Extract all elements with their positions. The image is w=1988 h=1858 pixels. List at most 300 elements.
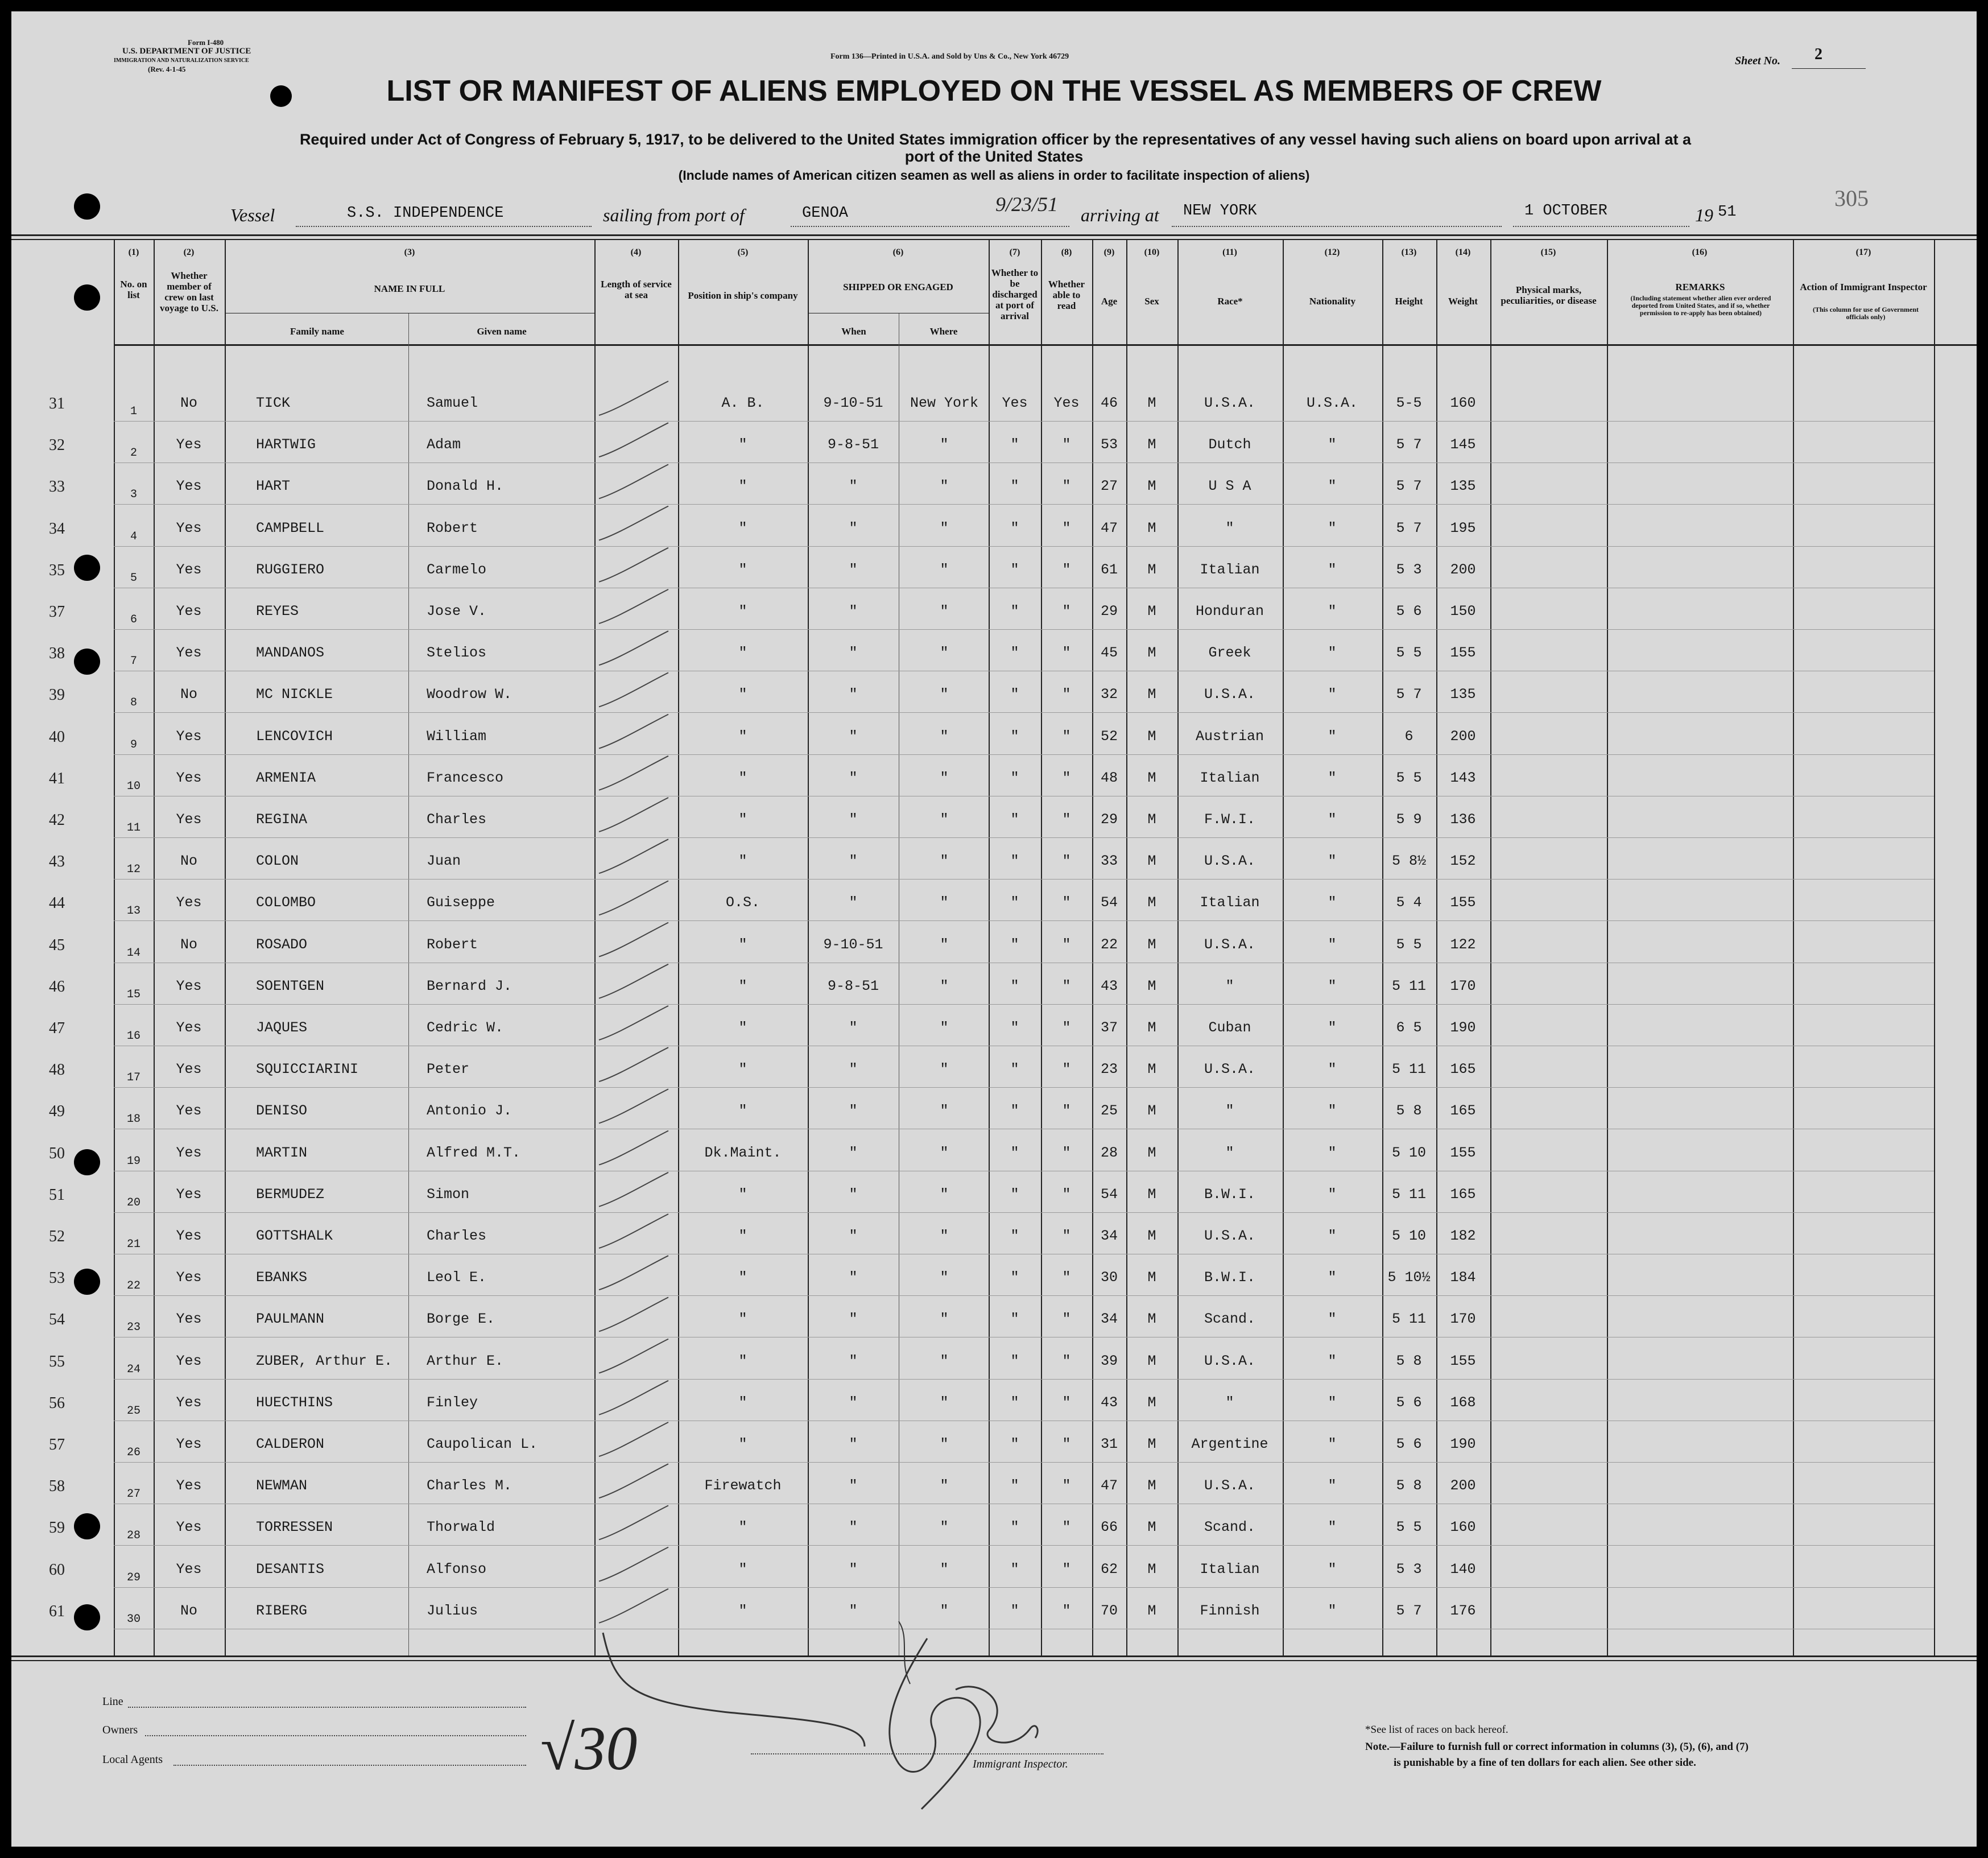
cell-family: SQUICCIARINI	[256, 1061, 359, 1078]
inspector-signature	[580, 1616, 1081, 1820]
cell-race: "	[1225, 1103, 1234, 1120]
cell-disch: "	[1010, 645, 1019, 662]
cell-sex: M	[1147, 603, 1156, 620]
cell-race: U.S.A.	[1204, 936, 1255, 953]
manifest-sheet	[11, 11, 1977, 1847]
cell-race: U.S.A.	[1204, 1477, 1255, 1494]
cell-w: 184	[1450, 1269, 1476, 1286]
row-rule	[114, 1379, 1934, 1380]
cell-no: 1	[130, 405, 137, 418]
cell-pos: "	[738, 436, 747, 453]
col-note-remarks: (Including statement whether alien ever ordered deported from United States, and if so, whether permission to re-apply has been obtained)	[1630, 294, 1771, 317]
vessel-name: S.S. INDEPENDENCE	[347, 205, 504, 222]
cell-where: "	[940, 1019, 949, 1036]
sheet-number: 2	[1815, 46, 1822, 63]
cell-read: "	[1062, 811, 1071, 828]
cell-h: 5 11	[1391, 977, 1426, 994]
check-mark	[599, 1381, 668, 1415]
cell-margin: 42	[49, 811, 65, 829]
cell-pos: "	[738, 1560, 747, 1578]
check-mark	[599, 881, 668, 915]
cell-race: Italian	[1200, 894, 1260, 911]
cell-w: 176	[1450, 1602, 1476, 1619]
cell-w: 155	[1450, 645, 1476, 662]
sheet-label: Sheet No.	[1735, 55, 1780, 67]
cell-no: 26	[126, 1446, 140, 1459]
cell-nat: "	[1328, 1186, 1337, 1203]
cell-h: 5 10	[1391, 1228, 1426, 1244]
cell-disch: "	[1010, 1103, 1019, 1120]
cell-margin: 55	[49, 1352, 65, 1370]
cell-sex: M	[1147, 1061, 1156, 1078]
col-num-15: (15)	[1540, 247, 1556, 257]
cell-sex: M	[1147, 395, 1156, 411]
cell-margin: 45	[49, 936, 65, 954]
cell-given: Samuel	[427, 395, 478, 411]
cell-h: 5 7	[1396, 1602, 1422, 1619]
cell-race: Cuban	[1208, 1019, 1251, 1036]
cell-h: 5 6	[1396, 603, 1422, 620]
cell-where: "	[940, 1519, 949, 1536]
cell-given: Charles	[427, 1228, 487, 1244]
cell-race: U.S.A.	[1204, 1061, 1255, 1078]
page-title: LIST OR MANIFEST OF ALIENS EMPLOYED ON THE VESSEL AS MEMBERS OF CREW	[386, 75, 1602, 108]
cell-read: Yes	[1053, 395, 1080, 411]
cell-nat: U.S.A.	[1306, 395, 1358, 411]
cell-w: 200	[1450, 728, 1476, 745]
cell-disch: "	[1010, 603, 1019, 620]
cell-age: 61	[1100, 561, 1118, 578]
races-note: *See list of races on back hereof.	[1365, 1724, 1508, 1736]
cell-margin: 39	[49, 686, 65, 704]
cell-pos: "	[738, 686, 747, 703]
check-mark	[599, 589, 668, 624]
cell-last: Yes	[176, 603, 202, 620]
cell-read: "	[1062, 1311, 1071, 1328]
check-mark	[599, 1464, 668, 1498]
cell-w: 135	[1450, 686, 1476, 703]
cell-pos: "	[738, 1352, 747, 1369]
cell-margin: 53	[49, 1269, 65, 1287]
cell-pos: O.S.	[725, 894, 760, 911]
cell-w: 170	[1450, 977, 1476, 994]
cell-when: "	[849, 1394, 858, 1411]
cell-last: Yes	[176, 1519, 202, 1536]
cell-family: CALDERON	[256, 1436, 325, 1452]
cell-last: Yes	[176, 728, 202, 745]
cell-given: Jose V.	[427, 603, 487, 620]
cell-where: "	[940, 436, 949, 453]
cell-when: "	[849, 728, 858, 745]
cell-w: 195	[1450, 519, 1476, 536]
cell-nat: "	[1328, 561, 1337, 578]
cell-no: 15	[126, 988, 140, 1001]
cell-margin: 50	[49, 1144, 65, 1162]
check-mark	[599, 548, 668, 582]
cell-when: "	[849, 1560, 858, 1578]
cell-read: "	[1062, 686, 1071, 703]
cell-w: 182	[1450, 1228, 1476, 1244]
cell-family: DENISO	[256, 1103, 308, 1120]
cell-when: "	[849, 1269, 858, 1286]
cell-last: Yes	[176, 1144, 202, 1161]
arriving-label: arriving at	[1081, 205, 1159, 225]
cell-nat: "	[1328, 728, 1337, 745]
cell-family: PAULMANN	[256, 1311, 325, 1328]
cell-family: ROSADO	[256, 936, 308, 953]
check-mark	[599, 1505, 668, 1539]
cell-where: "	[940, 853, 949, 870]
cell-no: 17	[126, 1071, 140, 1085]
cell-read: "	[1062, 561, 1071, 578]
cell-pos: "	[738, 1394, 747, 1411]
cell-w: 200	[1450, 561, 1476, 578]
cell-h: 5 6	[1396, 1394, 1422, 1411]
cell-disch: "	[1010, 1436, 1019, 1452]
cell-disch: "	[1010, 1352, 1019, 1369]
subhead-when: When	[841, 326, 866, 337]
col-num-6: (6)	[892, 247, 904, 257]
cell-where: "	[940, 936, 949, 953]
cell-sex: M	[1147, 1186, 1156, 1203]
cell-no: 29	[126, 1571, 140, 1584]
row-rule	[114, 504, 1934, 505]
cell-where: "	[940, 1394, 949, 1411]
arrival-port: NEW YORK	[1183, 203, 1257, 220]
cell-h: 5 10½	[1387, 1269, 1431, 1286]
cell-h: 6 5	[1396, 1019, 1422, 1036]
cell-no: 11	[126, 821, 140, 835]
cell-margin: 46	[49, 977, 65, 996]
cell-no: 19	[126, 1154, 140, 1168]
cell-w: 150	[1450, 603, 1476, 620]
col-num-5: (5)	[737, 247, 749, 257]
cell-when: "	[849, 1602, 858, 1619]
cell-nat: "	[1328, 686, 1337, 703]
cell-last: Yes	[176, 1477, 202, 1494]
cell-read: "	[1062, 1061, 1071, 1078]
check-mark	[599, 923, 668, 957]
cell-when: "	[849, 894, 858, 911]
check-mark	[599, 381, 668, 415]
sailing-label: sailing from port of	[603, 205, 745, 225]
cell-disch: "	[1010, 1519, 1019, 1536]
cell-last: Yes	[176, 645, 202, 662]
cell-given: Peter	[427, 1061, 470, 1078]
cell-given: Alfonso	[427, 1560, 487, 1578]
cell-nat: "	[1328, 1560, 1337, 1578]
cell-family: RIBERG	[256, 1602, 308, 1619]
col-head-nationality: Nationality	[1309, 296, 1356, 307]
check-mark	[599, 631, 668, 665]
cell-no: 22	[126, 1279, 140, 1293]
cell-sex: M	[1147, 519, 1156, 536]
cell-when: "	[849, 1186, 858, 1203]
cell-age: 31	[1100, 1436, 1118, 1452]
cell-margin: 47	[49, 1019, 65, 1037]
row-rule	[114, 754, 1934, 755]
cell-disch: "	[1010, 478, 1019, 495]
cell-pos: "	[738, 1186, 747, 1203]
check-mark	[599, 672, 668, 707]
cell-no: 7	[130, 655, 137, 668]
row-rule	[114, 1545, 1934, 1546]
cell-disch: "	[1010, 1228, 1019, 1244]
cell-nat: "	[1328, 603, 1337, 620]
cell-w: 155	[1450, 894, 1476, 911]
cell-race: "	[1225, 1144, 1234, 1161]
cell-h: 5 3	[1396, 561, 1422, 578]
cell-read: "	[1062, 1436, 1071, 1452]
col-head-last-voyage: Whether member of crew on last voyage to U.S.	[160, 270, 218, 313]
cell-read: "	[1062, 977, 1071, 994]
cell-age: 39	[1100, 1352, 1118, 1369]
cell-age: 48	[1100, 769, 1118, 786]
cell-pos: "	[738, 1519, 747, 1536]
cell-margin: 54	[49, 1311, 65, 1329]
cell-where: "	[940, 686, 949, 703]
cell-race: Italian	[1200, 1560, 1260, 1578]
col-head-action: Action of Immigrant Inspector	[1800, 282, 1927, 292]
cell-h: 5 8	[1396, 1352, 1422, 1369]
cell-disch: "	[1010, 936, 1019, 953]
cell-when: "	[849, 686, 858, 703]
printer-line: Form 136—Printed in U.S.A. and Sold by Uns & Co., New York 46729	[830, 52, 1069, 61]
cell-nat: "	[1328, 894, 1337, 911]
cell-read: "	[1062, 1144, 1071, 1161]
cell-disch: "	[1010, 1019, 1019, 1036]
cell-age: 52	[1100, 728, 1118, 745]
cell-where: "	[940, 977, 949, 994]
cell-nat: "	[1328, 853, 1337, 870]
cell-where: "	[940, 894, 949, 911]
service-checkmarks	[594, 347, 680, 1655]
check-mark	[599, 839, 668, 873]
cell-where: "	[940, 1560, 949, 1578]
cell-read: "	[1062, 1103, 1071, 1120]
cell-given: Borge E.	[427, 1311, 495, 1328]
cell-nat: "	[1328, 811, 1337, 828]
cell-nat: "	[1328, 1394, 1337, 1411]
cell-no: 6	[130, 613, 137, 626]
row-rule	[114, 1462, 1934, 1463]
cell-last: No	[180, 936, 197, 953]
col-head-no: No. on list	[120, 279, 147, 300]
cell-read: "	[1062, 478, 1071, 495]
cell-pos: A. B.	[721, 395, 764, 411]
cell-when: "	[849, 1019, 858, 1036]
cell-given: Robert	[427, 936, 478, 953]
cell-where: "	[940, 645, 949, 662]
cell-age: 66	[1100, 1519, 1118, 1536]
cell-race: Honduran	[1195, 603, 1264, 620]
check-mark	[599, 1422, 668, 1456]
cell-pos: "	[738, 1019, 747, 1036]
cell-last: Yes	[176, 1394, 202, 1411]
cell-w: 165	[1450, 1061, 1476, 1078]
cell-w: 190	[1450, 1436, 1476, 1452]
cell-age: 30	[1100, 1269, 1118, 1286]
check-mark	[599, 715, 668, 749]
cell-pos: "	[738, 1228, 747, 1244]
cell-age: 53	[1100, 436, 1118, 453]
cell-age: 43	[1100, 977, 1118, 994]
cell-where: "	[940, 1186, 949, 1203]
check-mark	[599, 756, 668, 790]
cell-age: 70	[1100, 1602, 1118, 1619]
cell-nat: "	[1328, 1103, 1337, 1120]
cell-last: No	[180, 686, 197, 703]
check-mark	[599, 1297, 668, 1331]
cell-no: 14	[126, 946, 140, 960]
cell-w: 143	[1450, 769, 1476, 786]
col-num-17: (17)	[1855, 247, 1871, 257]
check-mark	[599, 1006, 668, 1040]
cell-read: "	[1062, 1602, 1071, 1619]
cell-margin: 61	[49, 1602, 65, 1620]
col-num-12: (12)	[1324, 247, 1340, 257]
cell-read: "	[1062, 1186, 1071, 1203]
check-mark	[599, 423, 668, 457]
cell-h: 5 5	[1396, 1519, 1422, 1536]
inspector-label: Immigrant Inspector.	[973, 1758, 1068, 1770]
cell-family: REYES	[256, 603, 299, 620]
form-number: Form I-480	[188, 38, 224, 47]
cell-when: "	[849, 603, 858, 620]
cell-read: "	[1062, 936, 1071, 953]
cell-nat: "	[1328, 977, 1337, 994]
cell-race: "	[1225, 977, 1234, 994]
cell-read: "	[1062, 853, 1071, 870]
cell-where: "	[940, 1436, 949, 1452]
subhead-where: Where	[929, 326, 958, 337]
cell-pos: "	[738, 977, 747, 994]
cell-race: U S A	[1208, 478, 1251, 495]
cell-read: "	[1062, 603, 1071, 620]
cell-w: 160	[1450, 395, 1476, 411]
cell-last: Yes	[176, 1352, 202, 1369]
cell-disch: "	[1010, 1186, 1019, 1203]
cell-margin: 37	[49, 603, 65, 621]
year-suffix: 51	[1718, 204, 1737, 221]
local-agents-label: Local Agents	[102, 1753, 163, 1766]
check-mark	[599, 1089, 668, 1123]
cell-read: "	[1062, 1352, 1071, 1369]
cell-age: 47	[1100, 1477, 1118, 1494]
cell-nat: "	[1328, 1519, 1337, 1536]
cell-age: 33	[1100, 853, 1118, 870]
cell-margin: 58	[49, 1477, 65, 1496]
cell-race: Argentine	[1191, 1436, 1268, 1452]
check-mark	[599, 1131, 668, 1165]
col-head-position: Position in ship's company	[688, 290, 798, 301]
cell-disch: "	[1010, 811, 1019, 828]
cell-when: 9-10-51	[823, 936, 883, 953]
cell-read: "	[1062, 1394, 1071, 1411]
year-prefix: 19	[1695, 205, 1713, 225]
cell-read: "	[1062, 1228, 1071, 1244]
cell-last: Yes	[176, 436, 202, 453]
col-head-service: Length of service at sea	[601, 279, 672, 300]
cell-w: 200	[1450, 1477, 1476, 1494]
cell-last: Yes	[176, 1228, 202, 1244]
cell-w: 155	[1450, 1352, 1476, 1369]
service: IMMIGRATION AND NATURALIZATION SERVICE	[114, 57, 249, 64]
cell-h: 5 3	[1396, 1560, 1422, 1578]
col-num-4: (4)	[630, 247, 642, 257]
cell-no: 21	[126, 1238, 140, 1251]
cell-disch: "	[1010, 519, 1019, 536]
cell-age: 54	[1100, 1186, 1118, 1203]
cell-given: Stelios	[427, 645, 487, 662]
cell-h: 5 5	[1396, 936, 1422, 953]
col-head-weight: Weight	[1448, 296, 1478, 307]
cell-where: "	[940, 603, 949, 620]
cell-margin: 34	[49, 519, 65, 538]
col-num-9: (9)	[1103, 247, 1115, 257]
cell-no: 8	[130, 696, 137, 710]
cell-margin: 40	[49, 728, 65, 746]
cell-disch: "	[1010, 1602, 1019, 1619]
cell-disch: "	[1010, 561, 1019, 578]
cell-sex: M	[1147, 1144, 1156, 1161]
cell-given: Leol E.	[427, 1269, 487, 1286]
cell-read: "	[1062, 769, 1071, 786]
cell-disch: "	[1010, 728, 1019, 745]
cell-race: U.S.A.	[1204, 1352, 1255, 1369]
cell-last: No	[180, 1602, 197, 1619]
cell-race: U.S.A.	[1204, 686, 1255, 703]
cell-last: Yes	[176, 519, 202, 536]
cell-where: "	[940, 561, 949, 578]
cell-family: HARTWIG	[256, 436, 316, 453]
cell-where: New York	[910, 395, 979, 411]
cell-family: EBANKS	[256, 1269, 308, 1286]
cell-pos: "	[738, 603, 747, 620]
cell-given: Carmelo	[427, 561, 487, 578]
cell-family: SOENTGEN	[256, 977, 325, 994]
cell-when: "	[849, 1477, 858, 1494]
check-mark	[599, 798, 668, 832]
cell-sex: M	[1147, 1311, 1156, 1328]
cell-h: 5 11	[1391, 1061, 1426, 1078]
cell-given: Julius	[427, 1602, 478, 1619]
cell-sex: M	[1147, 1394, 1156, 1411]
cell-last: Yes	[176, 1019, 202, 1036]
cell-last: Yes	[176, 561, 202, 578]
handwritten-date: 9/23/51	[995, 193, 1059, 216]
cell-margin: 32	[49, 436, 65, 455]
cell-family: MC NICKLE	[256, 686, 333, 703]
cell-disch: "	[1010, 769, 1019, 786]
row-rule	[114, 546, 1934, 547]
col-num-16: (16)	[1692, 247, 1708, 257]
cell-w: 122	[1450, 936, 1476, 953]
cell-last: Yes	[176, 1103, 202, 1120]
cell-nat: "	[1328, 769, 1337, 786]
cell-sex: M	[1147, 1103, 1156, 1120]
cell-given: Alfred M.T.	[427, 1144, 521, 1161]
cell-age: 29	[1100, 603, 1118, 620]
cell-last: Yes	[176, 1061, 202, 1078]
row-rule	[114, 1087, 1934, 1088]
cell-sex: M	[1147, 1019, 1156, 1036]
cell-age: 32	[1100, 686, 1118, 703]
row-rule	[114, 1295, 1934, 1296]
cell-given: Charles M.	[427, 1477, 513, 1494]
cell-h: 5 8½	[1391, 853, 1426, 870]
cell-margin: 48	[49, 1061, 65, 1079]
